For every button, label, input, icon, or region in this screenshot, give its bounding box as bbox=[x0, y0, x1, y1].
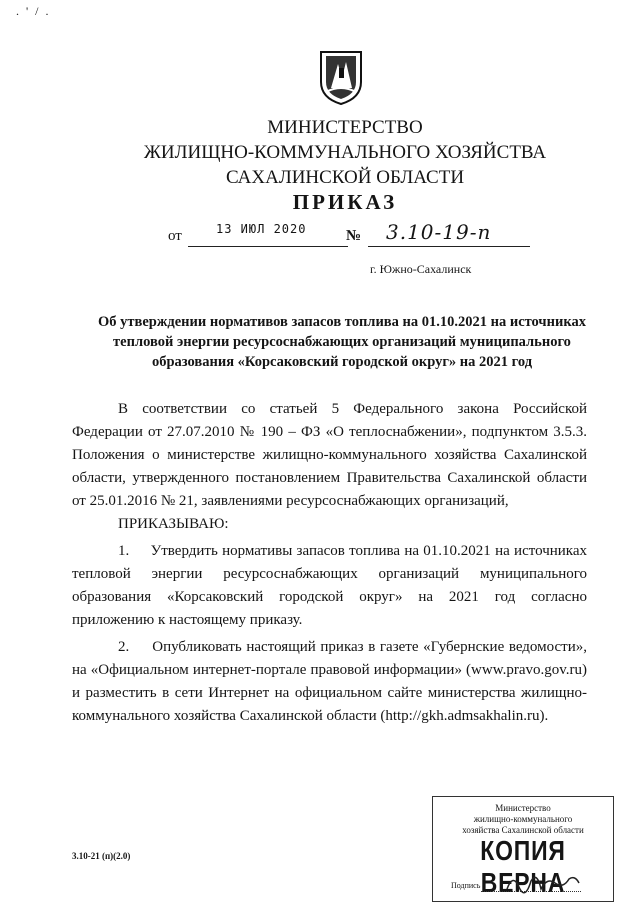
item-number: 1. bbox=[118, 543, 130, 559]
order-item bbox=[72, 540, 587, 632]
date-underline bbox=[188, 246, 348, 247]
date-number-row bbox=[168, 222, 528, 248]
from-label: от bbox=[168, 228, 182, 244]
document-title: Об утверждении нормативов запасов топлива на 01.10.2021 на источниках тепловой энергии ресурсоснабжающих организаций муниципального образования «Корсаковский городской округ» на 2021 год bbox=[98, 314, 586, 370]
document-date: 13 ИЮЛ 2020 bbox=[216, 222, 307, 236]
city-name: г. Южно-Сахалинск bbox=[370, 262, 472, 276]
stamp-org-line: жилищно-коммунального bbox=[473, 814, 573, 824]
stamp-org-line: хозяйства Сахалинской области bbox=[462, 825, 584, 835]
item-number: 2. bbox=[118, 639, 130, 655]
ministry-line: МИНИСТЕРСТВО bbox=[267, 117, 423, 138]
order-item bbox=[72, 636, 587, 728]
stamp-org-line: Министерство bbox=[495, 803, 551, 813]
item-text: Утвердить нормативы запасов топлива на 01.10.2021 на источниках тепловой энергии ресурсоснабжающих организаций муниципального образования «Корсаковский городской округ» на 2021 год согласно приложению к настоящему приказу. bbox=[72, 543, 588, 628]
number-label: № bbox=[346, 228, 362, 244]
number-underline bbox=[368, 246, 530, 247]
handwritten-signature-icon bbox=[503, 869, 583, 895]
stamp-organization bbox=[433, 803, 613, 836]
ministry-line: САХАЛИНСКОЙ ОБЛАСТИ bbox=[225, 167, 465, 188]
preamble-paragraph: В соответствии со статьей 5 Федерального закона Российской Федерации от 27.07.2010 № 190 – ФЗ «О теплоснабжении», подпунктом 3.5.3. Положения о министерстве жилищно-коммунального хозяйства Сахалинской области, утвержденного постановлением Правительства Сахалинской области от 25.01.2016 № 21, заявлениями ресурсоснабжающих организаций, bbox=[72, 401, 587, 509]
signature-label: Подпись bbox=[451, 881, 481, 890]
stamp-text: КОПИЯ ВЕРНА bbox=[480, 835, 566, 898]
sakhalin-coat-of-arms-icon bbox=[318, 48, 364, 106]
document-body bbox=[72, 398, 587, 728]
ministry-name bbox=[0, 115, 640, 190]
ministry-line: ЖИЛИЩНО-КОММУНАЛЬНОГО ХОЗЯЙСТВА bbox=[143, 142, 547, 163]
scan-corner-mark: . ' / . bbox=[16, 4, 51, 18]
certified-copy-stamp bbox=[432, 796, 614, 902]
item-text: Опубликовать настоящий приказ в газете «Губернские ведомости», на «Официальном интернет-портале правовой информации» (www.pravo.gov.ru) и разместить в сети Интернет на официальном сайте министерства жилищно-коммунального хозяйства Сахалинской области (http://gkh.admsakhalin.ru). bbox=[72, 639, 588, 724]
document-type: ПРИКАЗ bbox=[292, 190, 398, 214]
document-code: 3.10-21 (п)(2.0) bbox=[72, 851, 131, 861]
document-number: 3.10-19-п bbox=[386, 220, 492, 244]
order-word: ПРИКАЗЫВАЮ: bbox=[118, 516, 229, 532]
